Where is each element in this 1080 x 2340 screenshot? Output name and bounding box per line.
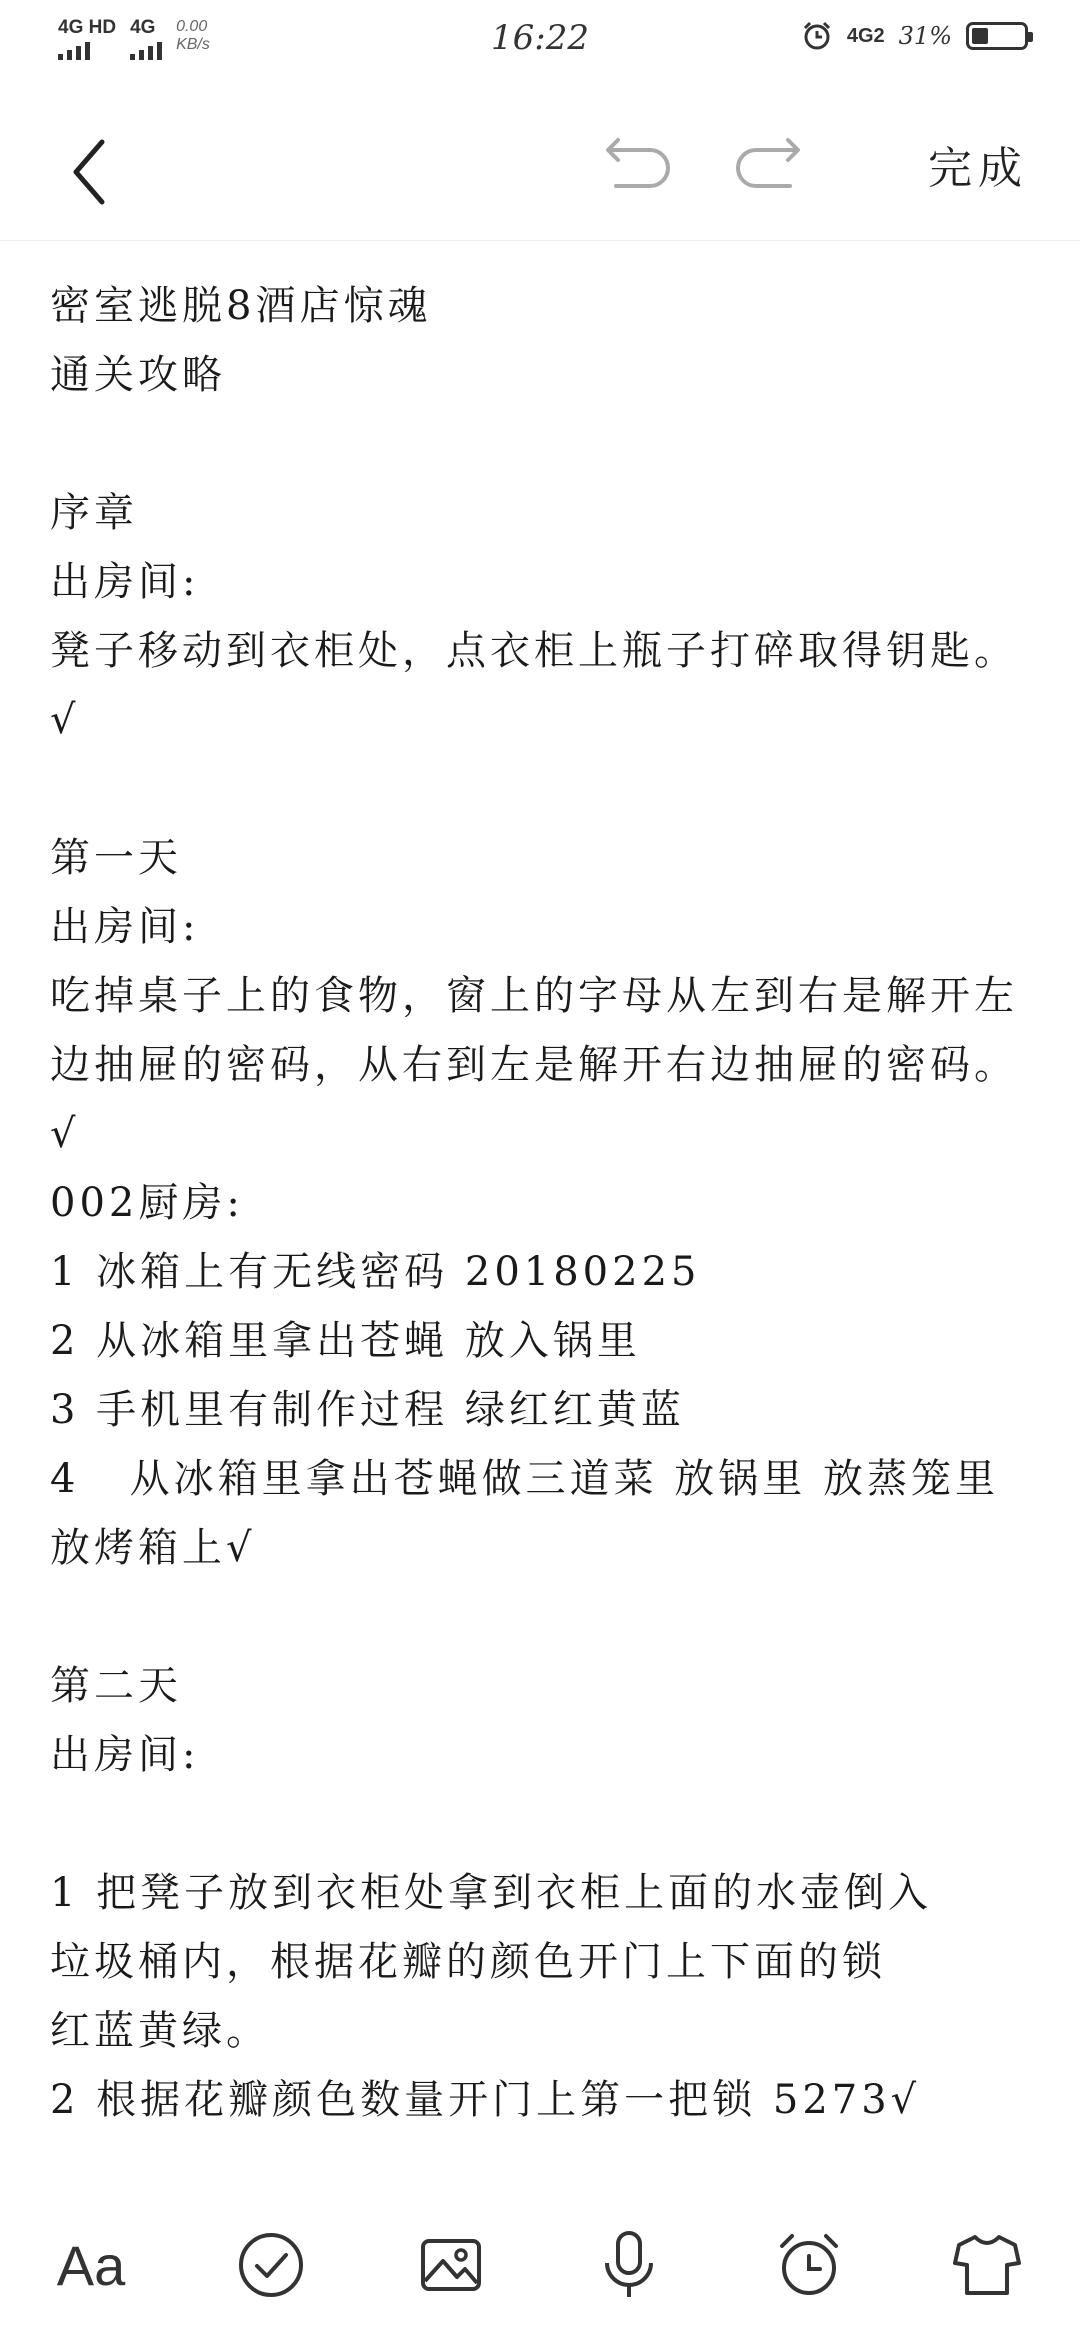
- section-subheading: 出房间:: [50, 559, 200, 605]
- list-item: 2 根据花瓣颜色数量开门上第一把锁 5273√: [50, 2077, 921, 2123]
- network-type: 4G2: [846, 24, 885, 47]
- redo-icon: [730, 130, 810, 210]
- done-button[interactable]: 完成: [928, 143, 1028, 194]
- status-bar: [0, 0, 1080, 84]
- redo-button[interactable]: [730, 130, 810, 210]
- voice-input-button[interactable]: [584, 2220, 674, 2310]
- note-editor[interactable]: [50, 272, 1040, 2135]
- status-right: [801, 20, 1028, 52]
- back-arrow-icon: [60, 130, 120, 210]
- battery-percent: 31%: [898, 22, 952, 50]
- undo-icon: [596, 130, 676, 210]
- list-item: 1 把凳子放到衣柜处拿到衣柜上面的水壶倒入: [50, 1870, 933, 1916]
- blank-line: [50, 1583, 1040, 1652]
- blank-line: [50, 410, 1040, 479]
- blank-line: [50, 755, 1040, 824]
- list-item: 1 冰箱上有无线密码 20180225: [50, 1249, 701, 1295]
- paragraph-prologue: 凳子移动到衣柜处，点衣柜上瓶子打碎取得钥匙。√: [50, 628, 1018, 743]
- bottom-toolbar: [0, 2200, 1080, 2340]
- speed-value: 0.00: [176, 18, 208, 35]
- battery-icon: [966, 22, 1028, 50]
- paragraph-day1: 吃掉桌子上的食物，窗上的字母从左到右是解开左边抽屉的密码，从右到左是解开右边抽屉的密码。√: [50, 973, 1018, 1157]
- section-heading-day2: 第二天: [50, 1663, 182, 1709]
- undo-button[interactable]: [596, 130, 676, 210]
- editor-toolbar: [0, 100, 1080, 241]
- list-item: 3 手机里有制作过程 绿红红黄蓝: [50, 1387, 685, 1433]
- insert-image-button[interactable]: [406, 2220, 496, 2310]
- alarm-clock-icon: [774, 2230, 844, 2300]
- image-icon: [417, 2231, 485, 2299]
- section-heading-day1: 第一天: [50, 835, 182, 881]
- signal-2-label: 4G: [130, 17, 156, 38]
- note-title: 密室逃脱8酒店惊魂: [50, 283, 432, 329]
- note-subtitle: 通关攻略: [50, 352, 226, 398]
- back-button[interactable]: [60, 130, 120, 210]
- text-format-button[interactable]: [46, 2220, 136, 2310]
- list-item: 4 从冰箱里拿出苍蝇做三道菜 放锅里 放蒸笼里 放烤箱上√: [50, 1456, 1016, 1571]
- skin-theme-button[interactable]: [942, 2220, 1032, 2310]
- text-format-icon: Aa: [56, 2233, 126, 2297]
- checklist-icon: [237, 2231, 305, 2299]
- list-item-continued: 红蓝黄绿。: [50, 2008, 270, 2054]
- signal-1-label: 4G HD: [58, 17, 117, 38]
- microphone-icon: [595, 2229, 663, 2301]
- battery-fill: [972, 28, 988, 44]
- tshirt-icon: [951, 2231, 1023, 2299]
- clock: 16:22: [491, 18, 589, 58]
- reminder-button[interactable]: [764, 2220, 854, 2310]
- section-subheading: 出房间:: [50, 904, 200, 950]
- list-item: 2 从冰箱里拿出苍蝇 放入锅里: [50, 1318, 641, 1364]
- speed-unit: KB/s: [176, 36, 210, 53]
- list-item-continued: 垃圾桶内，根据花瓣的颜色开门上下面的锁: [50, 1939, 886, 1985]
- section-heading-kitchen: 002厨房:: [50, 1180, 244, 1226]
- section-subheading: 出房间:: [50, 1732, 200, 1778]
- blank-line: [50, 1790, 1040, 1859]
- alarm-status-icon: [801, 20, 833, 52]
- section-heading-prologue: 序章: [50, 490, 138, 536]
- checklist-button[interactable]: [226, 2220, 316, 2310]
